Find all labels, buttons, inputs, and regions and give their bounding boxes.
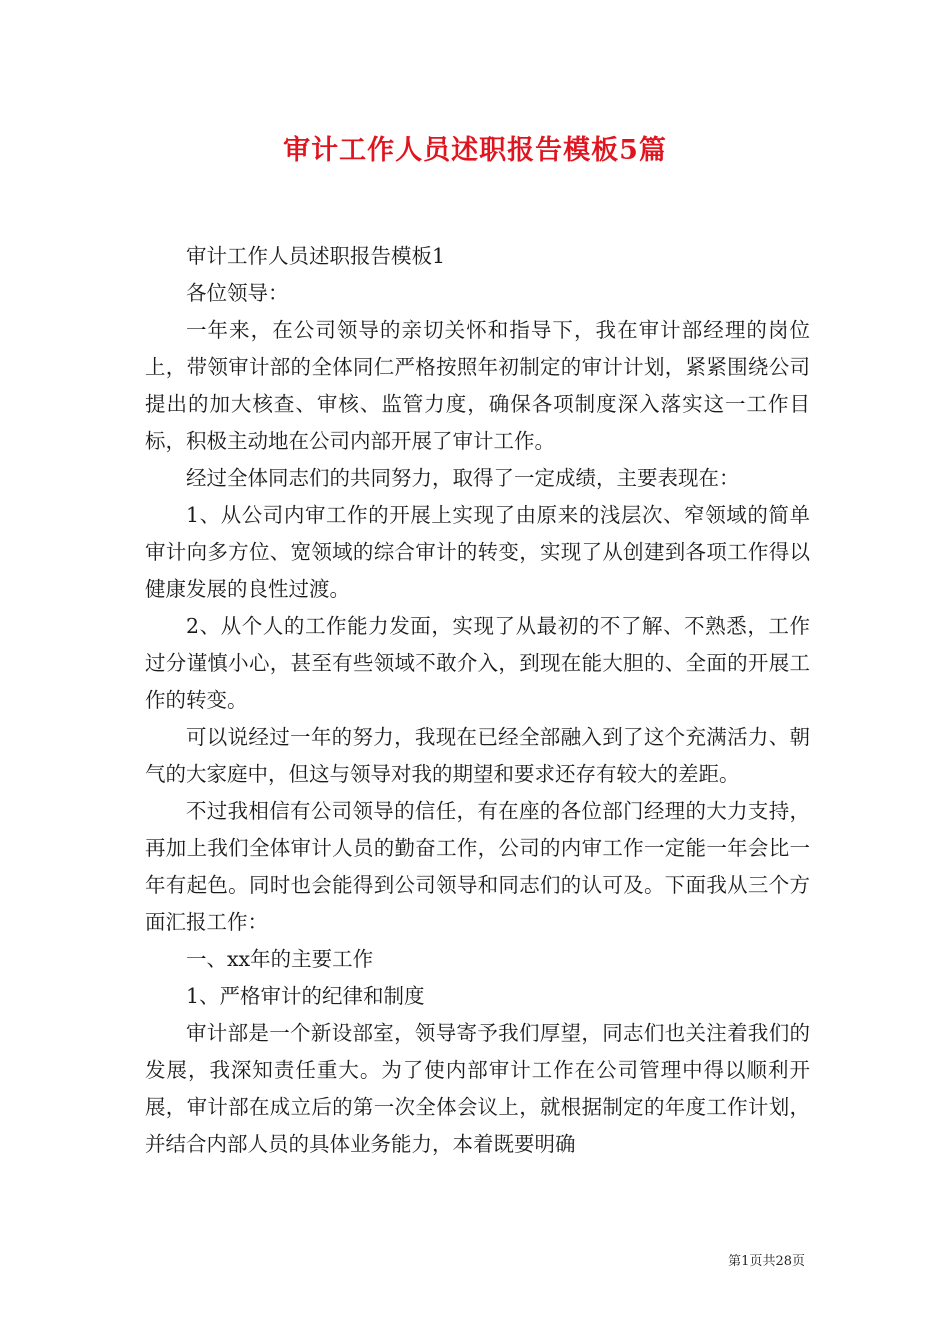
body-paragraph: 1、从公司内审工作的开展上实现了由原来的浅层次、窄领域的简单审计向多方位、宽领域的综合审计的转变，实现了从创建到各项工作得以健康发展的良性过渡。 [145, 503, 810, 601]
subheading: 1、严格审计的纪律和制度 [186, 984, 425, 1008]
document-title: 审计工作人员述职报告模板5篇 [283, 135, 667, 166]
subheading: 一、xx年的主要工作 [186, 947, 374, 971]
body-paragraph: 一年来，在公司领导的亲切关怀和指导下，我在审计部经理的岗位上，带领审计部的全体同仁严格按照年初制定的审计计划，紧紧围绕公司提出的加大核查、审核、监管力度，确保各项制度深入落实这一工作目标，积极主动地在公司内部开展了审计工作。 [145, 318, 810, 453]
body-paragraph: 2、从个人的工作能力发面，实现了从最初的不了解、不熟悉，工作过分谨慎小心，甚至有些领域不敢介入，到现在能大胆的、全面的开展工作的转变。 [145, 614, 810, 712]
section-heading: 审计工作人员述职报告模板1 [186, 244, 446, 268]
salutation: 各位领导： [186, 281, 289, 305]
page-number: 第1页共28页 [728, 1254, 805, 1269]
body-paragraph: 经过全体同志们的共同努力，取得了一定成绩，主要表现在： [186, 466, 740, 490]
body-paragraph: 不过我相信有公司领导的信任，有在座的各位部门经理的大力支持，再加上我们全体审计人员的勤奋工作，公司的内审工作一定能一年会比一年有起色。同时也会能得到公司领导和同志们的认可及。下面我从三个方面汇报工作： [145, 799, 810, 934]
document-body [145, 238, 810, 1163]
body-paragraph: 可以说经过一年的努力，我现在已经全部融入到了这个充满活力、朝气的大家庭中，但这与领导对我的期望和要求还存有较大的差距。 [145, 725, 810, 786]
body-paragraph: 审计部是一个新设部室，领导寄予我们厚望，同志们也关注着我们的发展，我深知责任重大。为了使内部审计工作在公司管理中得以顺利开展，审计部在成立后的第一次全体会议上，就根据制定的年度工作计划，并结合内部人员的具体业务能力，本着既要明确 [145, 1021, 810, 1156]
